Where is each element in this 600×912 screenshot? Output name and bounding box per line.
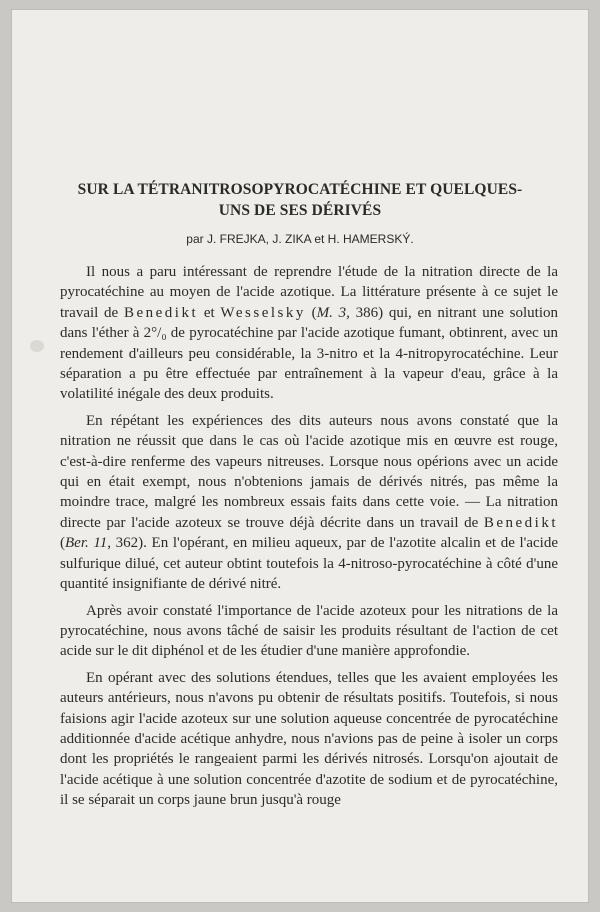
paragraph-1: Il nous a paru intéressant de reprendre l'étude de la nitration directe de la pyrocatéchine au moyen de l'acide azotique. La littérature présente à ce sujet le travail de Benedikt et Wesselsky (M. 3, 386) qui, en nitrant une solution dans l'éther à 2°/₀ de pyrocatéchine par l'acide azotique fumant, obtinrent, avec un rendement d'ailleurs peu considérable, la 3-nitro et la 4-nitropyrocatéchine. Leur séparation a pu être effectuée par entraînement à la vapeur d'eau, grâce à la volatilité inégale des deux produits. — [60, 264, 558, 403]
author-name: Wesselsky — [220, 304, 306, 321]
paragraph-4: En opérant avec des solutions étendues, telles que les avaient employées les auteurs antérieurs, nous n'avons pu obtenir de résultats positifs. Toutefois, si nous faisions agir l'acide azoteux sur une solution aqueuse concentrée de pyrocatéchine additionnée d'acide acétique anhydre, nous n'avions pas de peine à isoler un corps dont les propriétés le rangeaient parmi les dérivés nitrosés. Lorsqu'on ajoutait de l'acide acétique à une solution concentrée d'azotite de sodium et de pyrocatéchine, il se séparait un corps jaune brun jusqu'à rouge — [60, 669, 558, 809]
article-body — [60, 262, 558, 817]
author-name: Benedikt — [123, 304, 199, 321]
paper-blemish — [30, 340, 44, 352]
author-name: Benedikt — [483, 514, 558, 531]
citation: Ber. 11, — [65, 535, 112, 552]
author-line: par J. FREJKA, J. ZIKA et H. HAMERSKÝ. — [186, 232, 414, 246]
citation: M. 3, — [316, 304, 350, 321]
paragraph-2: En répétant les expériences des dits auteurs nous avons constaté que la nitration ne réussit que dans le cas où l'acide azotique mis en œuvre est rouge, c'est-à-dire renferme des vapeurs nitreuses. Lorsque nous opérions avec un acide qui en était exempt, nous n'obtenions jamais de dérivés nitrés, pas même la moindre trace, malgré les nombreux essais faits dans cette voie. — La nitration directe par l'acide azoteux se trouve déjà décrite dans un travail de Benedikt (Ber. 11, 362). En l'opérant, en milieu aqueux, par de l'azotite alcalin et de l'acide sulfurique dilué, cet auteur obtint toutefois la 4-nitroso-pyrocatéchine à côté d'une quantité insignifiante de dérivé nitré. — [60, 412, 558, 593]
title-line-2: UNS DE SES DÉRIVÉS — [218, 202, 382, 219]
article-title — [0, 179, 600, 221]
title-line-1: SUR LA TÉTRANITROSOPYROCATÉCHINE ET QUELQUES- — [77, 181, 523, 198]
paragraph-3: Après avoir constaté l'importance de l'acide azoteux pour les nitrations de la pyrocatéchine, nous avons tâché de saisir les produits résultant de l'action de cet acide sur le dit diphénol et de les étudier d'une manière approfondie. — [60, 602, 558, 660]
